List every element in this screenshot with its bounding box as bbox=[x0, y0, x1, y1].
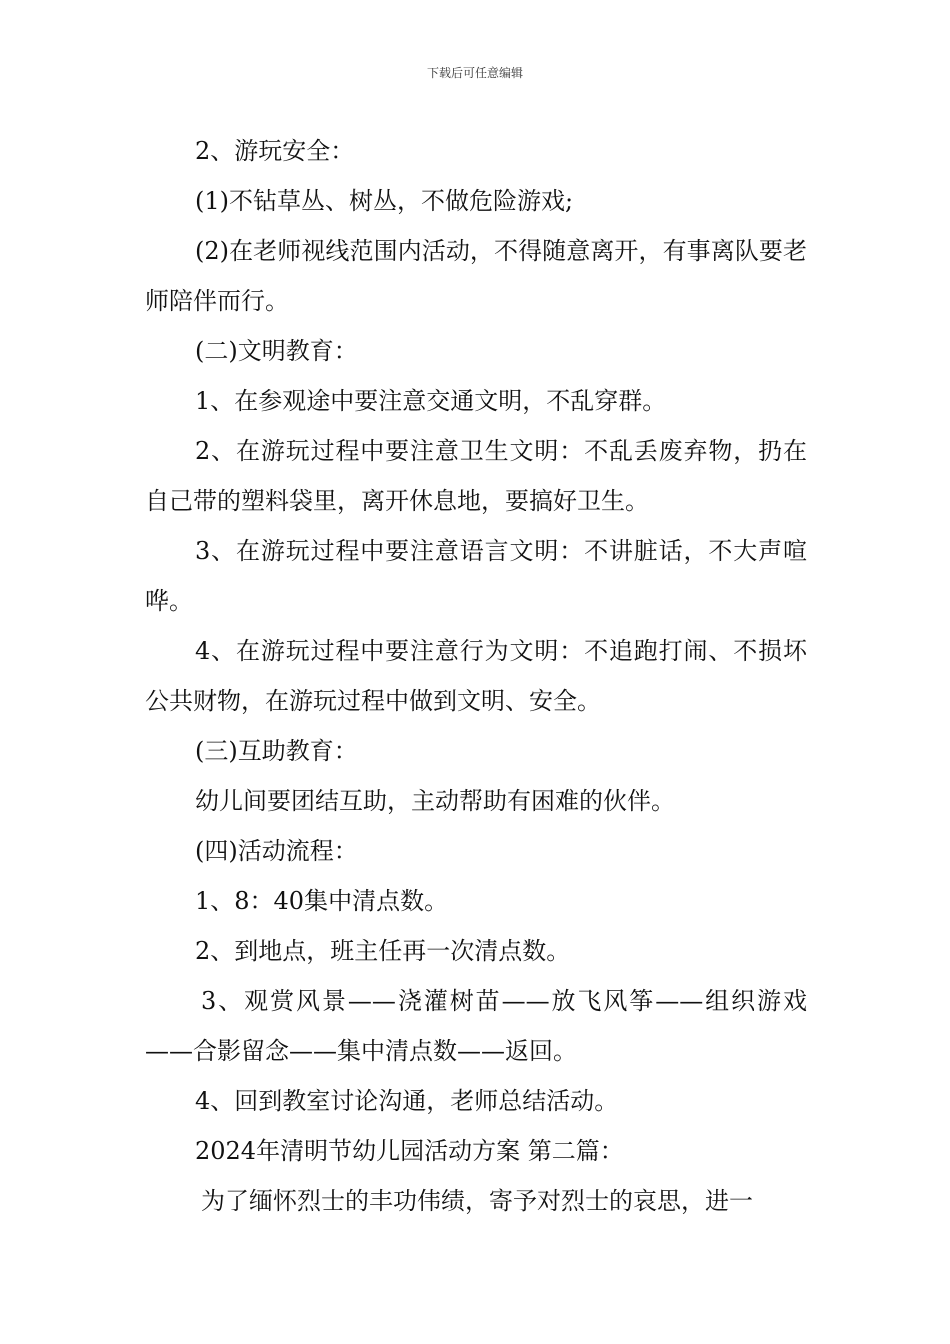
paragraph-mutual-help-text: 幼儿间要团结互助，主动帮助有困难的伙伴。 bbox=[195, 787, 675, 815]
paragraph-mutual-help-heading: (三)互助教育： bbox=[195, 737, 358, 765]
paragraph-flow-step-2: 2、到地点，班主任再一次清点数。 bbox=[195, 937, 571, 965]
paragraph-flow-step-1: 1、8：40集中清点数。 bbox=[195, 887, 449, 915]
paragraph-activity-flow-heading: (四)活动流程： bbox=[195, 837, 358, 865]
paragraph-safety-item-2: (2)在老师视线范围内活动，不得随意离开，有事离队要老师陪伴而行。 bbox=[145, 237, 807, 315]
document-body bbox=[145, 126, 807, 1226]
paragraph-flow-step-4: 4、回到教室讨论沟通，老师总结活动。 bbox=[195, 1087, 619, 1115]
paragraph-second-plan-intro: 为了缅怀烈士的丰功伟绩，寄予对烈士的哀思，进一 bbox=[201, 1187, 753, 1215]
page-header-note: 下载后可任意编辑 bbox=[426, 66, 523, 80]
paragraph-safety-item-1: (1)不钻草丛、树丛，不做危险游戏; bbox=[195, 187, 574, 215]
paragraph-civility-heading: (二)文明教育： bbox=[195, 337, 358, 365]
paragraph-flow-step-3: 3、观赏风景——浇灌树苗——放飞风筝——组织游戏——合影留念——集中清点数——返回。 bbox=[145, 987, 807, 1065]
paragraph-civility-item-4: 4、在游玩过程中要注意行为文明：不追跑打闹、不损坏公共财物，在游玩过程中做到文明、安全。 bbox=[145, 637, 807, 715]
paragraph-civility-item-3: 3、在游玩过程中要注意语言文明：不讲脏话，不大声喧哗。 bbox=[145, 537, 807, 615]
paragraph-civility-item-2: 2、在游玩过程中要注意卫生文明：不乱丢废弃物，扔在自己带的塑料袋里，离开休息地，要搞好卫生。 bbox=[145, 437, 807, 515]
paragraph-second-plan-title: 2024年清明节幼儿园活动方案 第二篇： bbox=[195, 1137, 624, 1165]
paragraph-civility-item-1: 1、在参观途中要注意交通文明，不乱穿群。 bbox=[195, 387, 667, 415]
paragraph-play-safety: 2、游玩安全： bbox=[195, 137, 355, 165]
